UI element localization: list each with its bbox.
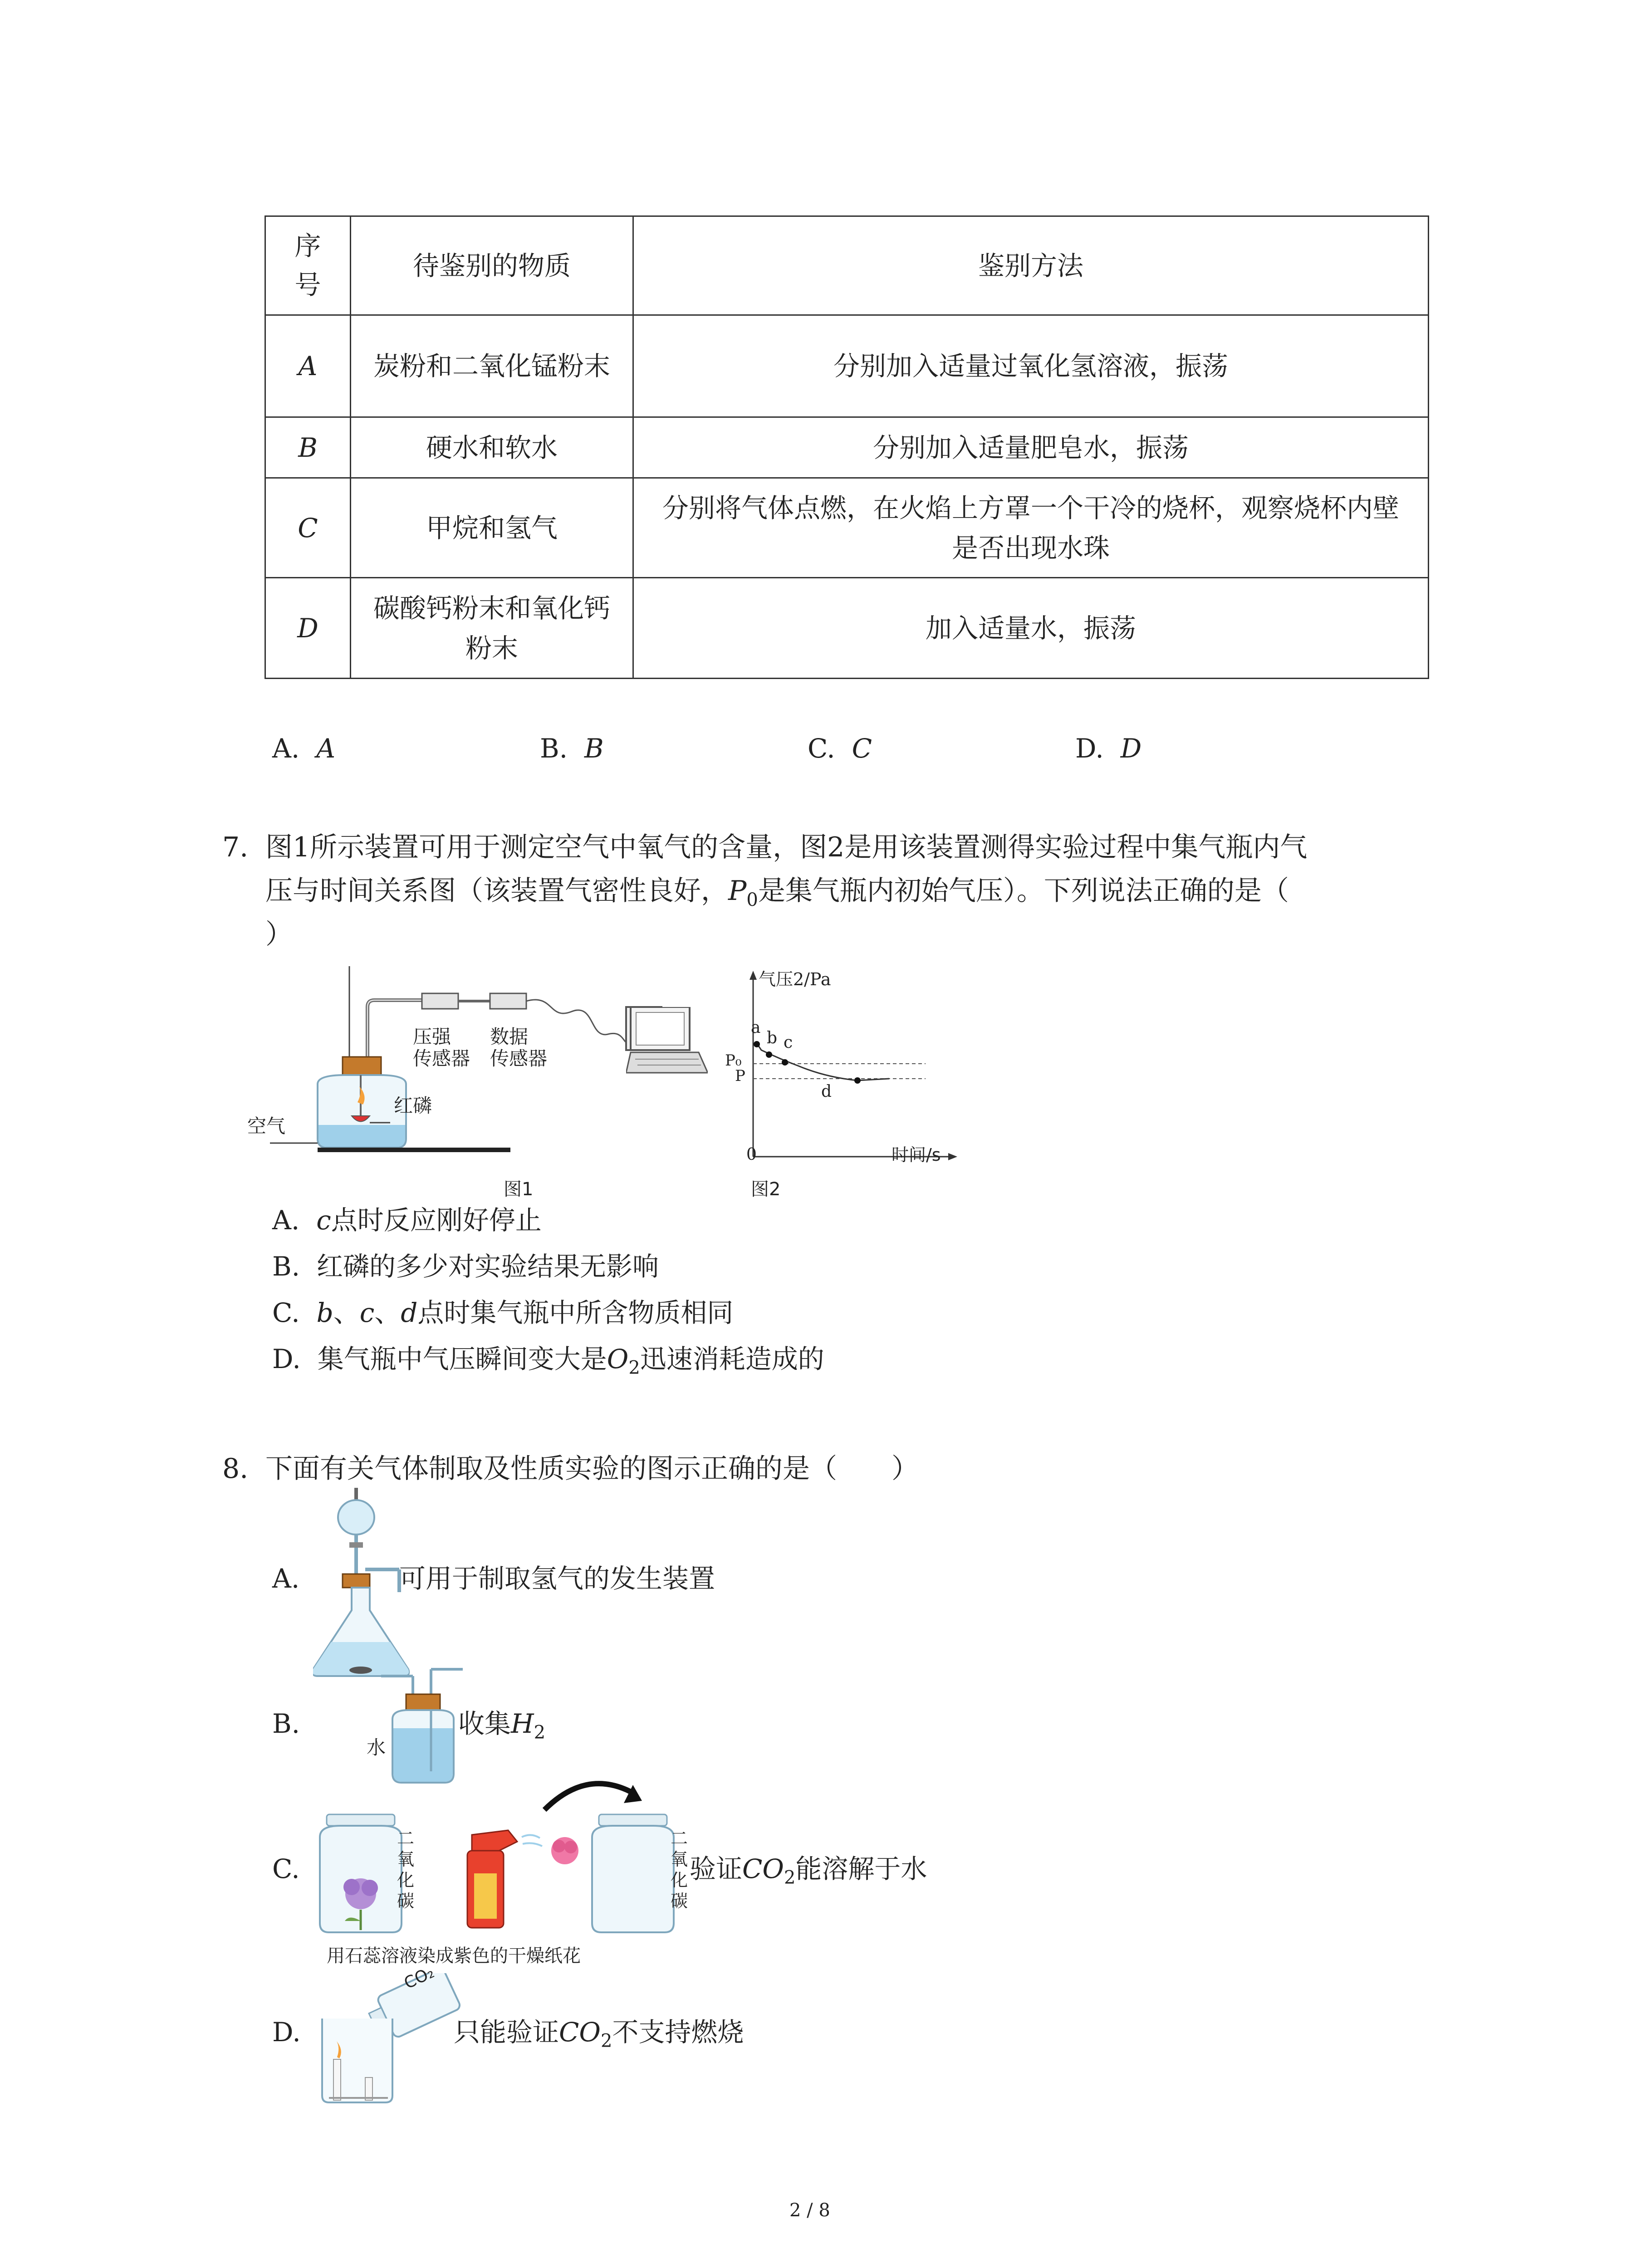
q6-option-c[interactable]: C. C [808,733,872,764]
q8-option-d-label[interactable]: D. [272,2017,301,2048]
table-row [265,578,1429,679]
table-row [265,417,1429,478]
conical-flask-apparatus-icon [313,1483,413,1683]
row-substance: 硬水和软水 [351,417,633,478]
row-substance: 碳酸钙粉末和氧化钙粉末 [351,578,633,679]
q7-figure-2-graph [708,962,962,1170]
table-row [265,478,1429,578]
point-a: a [751,1018,761,1037]
p0-label: P₀ [725,1051,742,1070]
table-row [265,315,1429,417]
row-id: B [265,417,351,478]
water-label: 水 [367,1736,386,1759]
red-phosphorus-label: 红磷 [394,1095,432,1117]
row-substance: 炭粉和二氧化锰粉末 [351,315,633,417]
row-method: 分别加入适量过氧化氢溶液，振荡 [633,315,1429,417]
co2-bottle-label: CO₂ [401,1963,437,1993]
flower-caption: 用石蕊溶液染成紫色的干燥纸花 [327,1945,581,1966]
row-substance: 甲烷和氢气 [351,478,633,578]
page-number: 2 / 8 [789,2200,830,2221]
p-label: P [735,1067,745,1085]
spray-bottle-icon [454,1823,590,1932]
laptop-icon [626,1007,708,1080]
co2-label-left: 二 氧 化 碳 [397,1828,415,1911]
q7-option-c[interactable]: C. b、c、d点时集气瓶中所含物质相同 [272,1297,734,1328]
header-index: 序号 [265,216,351,315]
q6-option-b[interactable]: B. B [540,733,604,764]
row-id: D [265,578,351,679]
q8-option-a-label[interactable]: A. [272,1563,300,1594]
figure-1-caption: 图1 [504,1179,534,1200]
point-b: b [767,1029,778,1047]
graph-xlabel: 时间/s [892,1145,941,1165]
q8-option-b-text: 收集$H_2$ [458,1708,546,1743]
graph-origin: 0 [746,1145,757,1164]
data-sensor-label: 数据 传感器 [490,1026,548,1070]
q8-option-c-label[interactable]: C. [272,1853,300,1884]
q7-number: 7. [222,831,249,863]
row-method: 分别加入适量肥皂水，振荡 [633,417,1429,478]
q7-option-a[interactable]: A. c点时反应刚好停止 [272,1205,542,1236]
q7-line-3: ） [265,919,293,950]
point-d: d [821,1082,832,1101]
q7-line-2: 压与时间关系图（该装置气密性良好，$P_0$是集气瓶内初始气压）。下列说法正确的是（ [265,875,1289,910]
q8-stem: 下面有关气体制取及性质实验的图示正确的是（ ） [265,1453,919,1485]
q7-option-d[interactable]: D. 集气瓶中气压瞬间变大是$O_2$迅速消耗造成的 [272,1344,824,1378]
row-method: 加入适量水，振荡 [633,578,1429,679]
q7-figure-1 [254,966,662,1211]
q6-option-a[interactable]: A. A [272,733,336,764]
q7-option-b[interactable]: B. 红磷的多少对实验结果无影响 [272,1251,659,1282]
q8-option-c-text: 验证$CO_2$能溶解于水 [690,1853,927,1888]
header-substance: 待鉴别的物质 [351,216,633,315]
co2-label-right: 二 氧 化 碳 [671,1828,688,1911]
figure-2-caption: 图2 [751,1179,781,1200]
row-id: C [265,478,351,578]
q8-option-b-label[interactable]: B. [272,1708,300,1739]
q8-number: 8. [222,1453,249,1485]
air-label: 空气 [247,1115,286,1137]
pouring-co2-beaker-icon [313,1973,467,2109]
q6-option-d[interactable]: D. D [1075,733,1142,764]
point-c: c [784,1033,793,1052]
row-id: A [265,315,351,417]
table-header-row [265,216,1429,315]
graph-ylabel: 气压2/Pa [759,969,831,989]
q7-line-1: 图1所示装置可用于测定空气中氧气的含量，图2是用该装置测得实验过程中集气瓶内气 [265,831,1308,863]
co2-jar-icon [585,1810,685,1937]
row-method: 分别将气体点燃，在火焰上方罩一个干冷的烧杯，观察烧杯内壁是否出现水珠 [633,478,1429,578]
q8-option-a-text: 可用于制取氢气的发生装置 [399,1563,715,1594]
pressure-sensor-label: 压强 传感器 [413,1026,470,1070]
header-method: 鉴别方法 [633,216,1429,315]
q8-option-d-text: 只能验证$CO_2$不支持燃烧 [454,2017,744,2052]
identification-table [265,215,1429,679]
